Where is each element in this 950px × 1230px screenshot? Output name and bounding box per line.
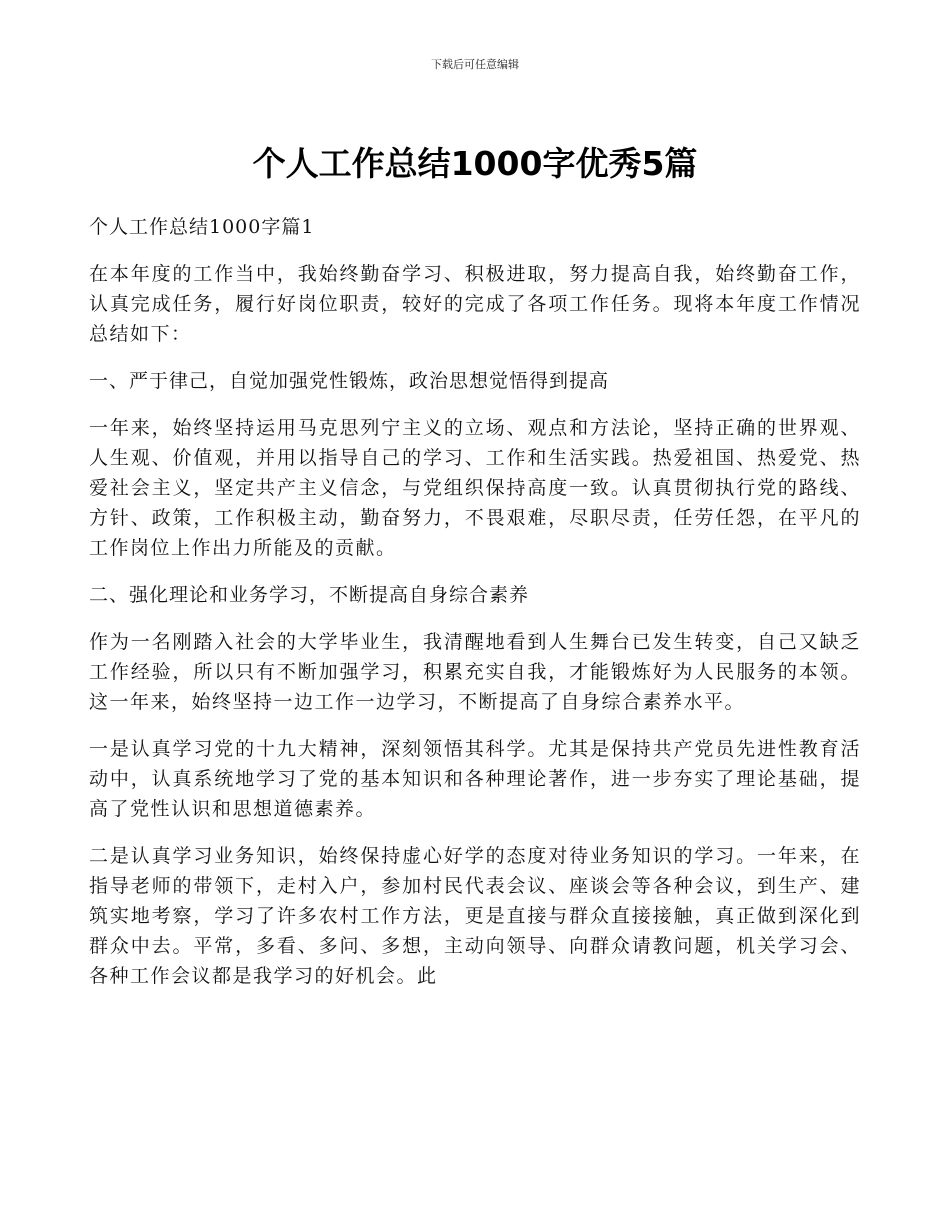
header-note: 下载后可任意编辑 bbox=[431, 58, 519, 71]
section-title: 个人工作总结1000字篇1 bbox=[89, 216, 315, 238]
paragraph-study-business: 二是认真学习业务知识，始终保持虚心好学的态度对待业务知识的学习。一年来，在指导老师的带领下，走村入户，参加村民代表会议、座谈会等各种会议，到生产、建筑实地考察，学习了许多农村工作方法，更是直接与群众直接接触，真正做到深化到群众中去。平常，多看、多问、多想，主动向领导、向群众请教问题，机关学习会、各种工作会议都是我学习的好机会。此 bbox=[89, 845, 861, 987]
document-title: 个人工作总结1000字优秀5篇 bbox=[252, 144, 698, 183]
heading-one: 一、严于律己，自觉加强党性锻炼，政治思想觉悟得到提高 bbox=[89, 370, 610, 392]
paragraph-study-party: 一是认真学习党的十九大精神，深刻领悟其科学。尤其是保持共产党员先进性教育活动中，认真系统地学习了党的基本知识和各种理论著作，进一步夯实了理论基础，提高了党性认识和思想道德素养。 bbox=[89, 738, 861, 820]
paragraph-graduate: 作为一名刚踏入社会的大学毕业生，我清醒地看到人生舞台已发生转变，自己又缺乏工作经验，所以只有不断加强学习，积累充实自我，才能锻炼好为人民服务的本领。这一年来，始终坚持一边工作一边学习，不断提高了自身综合素养水平。 bbox=[89, 631, 861, 713]
document-body bbox=[89, 212, 861, 1008]
heading-two: 二、强化理论和业务学习，不断提高自身综合素养 bbox=[89, 584, 530, 606]
paragraph-political: 一年来，始终坚持运用马克思列宁主义的立场、观点和方法论，坚持正确的世界观、人生观、价值观，并用以指导自己的学习、工作和生活实践。热爱祖国、热爱党、热爱社会主义，坚定共产主义信念，与党组织保持高度一致。认真贯彻执行党的路线、方针、政策，工作积极主动，勤奋努力，不畏艰难，尽职尽责，任劳任怨，在平凡的工作岗位上作出力所能及的贡献。 bbox=[89, 417, 861, 559]
paragraph-intro: 在本年度的工作当中，我始终勤奋学习、积极进取，努力提高自我，始终勤奋工作，认真完成任务，履行好岗位职责，较好的完成了各项工作任务。现将本年度工作情况总结如下： bbox=[89, 263, 861, 345]
